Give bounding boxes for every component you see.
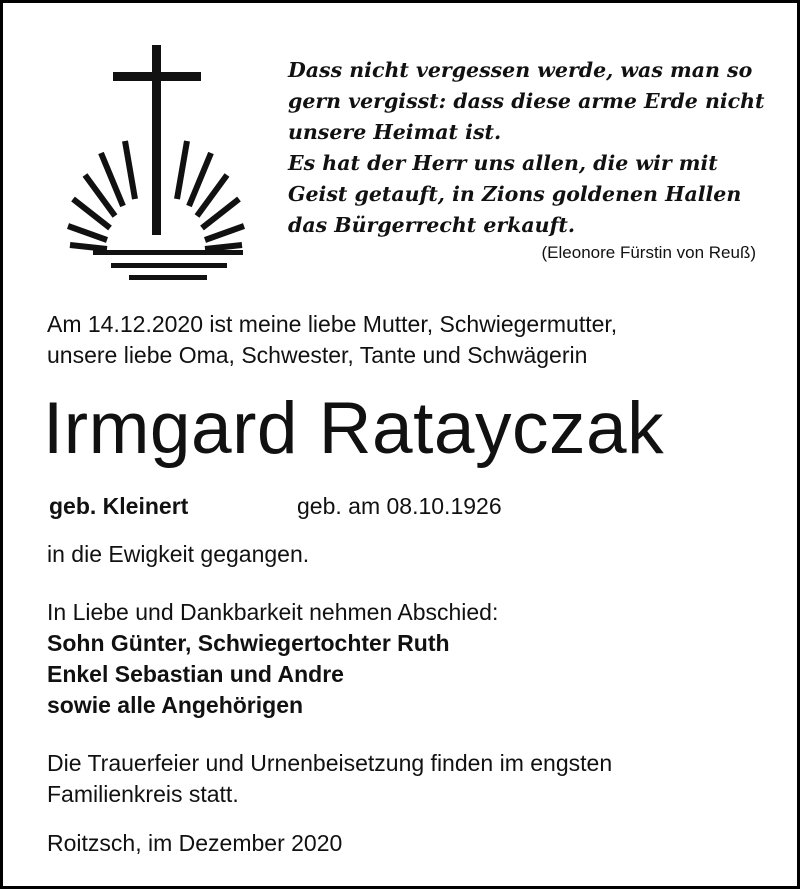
verse-author: (Eleonore Fürstin von Reuß) xyxy=(541,243,756,262)
intro-line: Am 14.12.2020 ist meine liebe Mutter, Schwiegermutter, xyxy=(47,311,618,337)
birth-name: geb. Kleinert xyxy=(49,493,189,519)
mourners-block xyxy=(47,597,498,721)
funeral-info xyxy=(47,748,612,810)
mourner-name: Sohn Günter, Schwiegertochter Ruth xyxy=(47,630,450,656)
mourners-intro: In Liebe und Dankbarkeit nehmen Abschied: xyxy=(47,599,499,625)
verse-line: das Bürgerrecht erkauft. xyxy=(288,213,575,237)
verse-line: unsere Heimat ist. xyxy=(288,120,502,144)
mourner-name: Enkel Sebastian und Andre xyxy=(47,661,344,687)
birth-date: geb. am 08.10.1926 xyxy=(297,493,502,519)
place-date: Roitzsch, im Dezember 2020 xyxy=(47,830,343,856)
passed-text: in die Ewigkeit gegangen. xyxy=(47,541,310,567)
funeral-line: Die Trauerfeier und Urnenbeisetzung finden im engsten xyxy=(47,750,613,776)
deceased-name: Irmgard Ratayczak xyxy=(43,388,665,469)
mourner-name: sowie alle Angehörigen xyxy=(47,692,304,718)
verse-line: gern vergisst: dass diese arme Erde nicht xyxy=(288,89,765,113)
verse-line: Geist getauft, in Zions goldenen Hallen xyxy=(288,182,742,206)
intro-line: unsere liebe Oma, Schwester, Tante und Schwägerin xyxy=(47,342,588,368)
verse-line: Dass nicht vergessen werde, was man so xyxy=(288,58,753,82)
funeral-line: Familienkreis statt. xyxy=(47,781,239,807)
memorial-verse xyxy=(288,55,768,241)
verse-line: Es hat der Herr uns allen, die wir mit xyxy=(288,151,718,175)
cross-rising-sun-emblem-icon xyxy=(65,41,273,283)
intro-text xyxy=(47,309,617,371)
